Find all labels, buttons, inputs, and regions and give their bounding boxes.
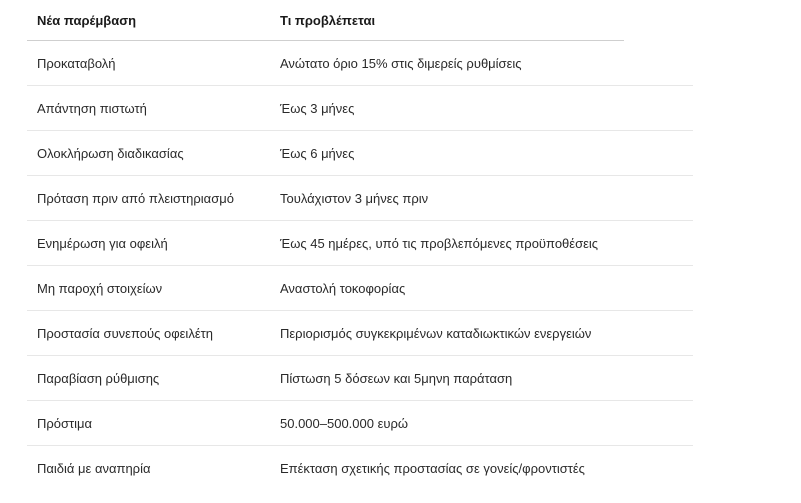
- provision-cell: Έως 3 μήνες: [270, 86, 693, 131]
- table-row: [27, 41, 693, 86]
- measure-cell: Πρόστιμα: [27, 401, 270, 446]
- provision-cell: Αναστολή τοκοφορίας: [270, 266, 693, 311]
- table-row: [27, 446, 693, 491]
- provision-cell: Επέκταση σχετικής προστασίας σε γονείς/φροντιστές: [280, 460, 585, 476]
- table-row: [27, 311, 693, 356]
- measure-cell: Προκαταβολή: [27, 41, 270, 86]
- table-row: [27, 266, 693, 311]
- provision-cell: Πίστωση 5 δόσεων και 5μηνη παράταση: [270, 356, 693, 401]
- provision-cell: Περιορισμός συγκεκριμένων καταδιωκτικών ενεργειών: [270, 311, 693, 356]
- header-provisions: Τι προβλέπεται: [270, 0, 693, 41]
- table-row: [27, 401, 693, 446]
- header-new-measure: Νέα παρέμβαση: [27, 0, 270, 41]
- measures-table-container: [27, 0, 693, 490]
- measure-cell: Ενημέρωση για οφειλή: [27, 221, 270, 266]
- provision-cell: Τουλάχιστον 3 μήνες πριν: [270, 176, 693, 221]
- header-border-gap: [624, 38, 694, 42]
- measure-cell: Μη παροχή στοιχείων: [27, 266, 270, 311]
- table-row: [27, 356, 693, 401]
- measure-cell: Ολοκλήρωση διαδικασίας: [27, 131, 270, 176]
- measure-cell: Παιδιά με αναπηρία: [37, 460, 151, 476]
- table-header-row: [27, 0, 693, 41]
- provision-cell: Έως 45 ημέρες, υπό τις προβλεπόμενες προϋποθέσεις: [270, 221, 693, 266]
- provision-cell: Έως 6 μήνες: [270, 131, 693, 176]
- scroll-fade-overlay: [615, 455, 685, 485]
- measure-cell: Απάντηση πιστωτή: [27, 86, 270, 131]
- measure-cell: Παραβίαση ρύθμισης: [27, 356, 270, 401]
- table-row: [27, 131, 693, 176]
- measures-table: [27, 0, 693, 490]
- provision-cell: Ανώτατο όριο 15% στις διμερείς ρυθμίσεις: [270, 41, 693, 86]
- table-row: [27, 86, 693, 131]
- measure-cell: Προστασία συνεπούς οφειλέτη: [27, 311, 270, 356]
- table-row: [27, 221, 693, 266]
- measure-cell: Πρόταση πριν από πλειστηριασμό: [27, 176, 270, 221]
- table-row: [27, 176, 693, 221]
- provision-cell: 50.000–500.000 ευρώ: [270, 401, 693, 446]
